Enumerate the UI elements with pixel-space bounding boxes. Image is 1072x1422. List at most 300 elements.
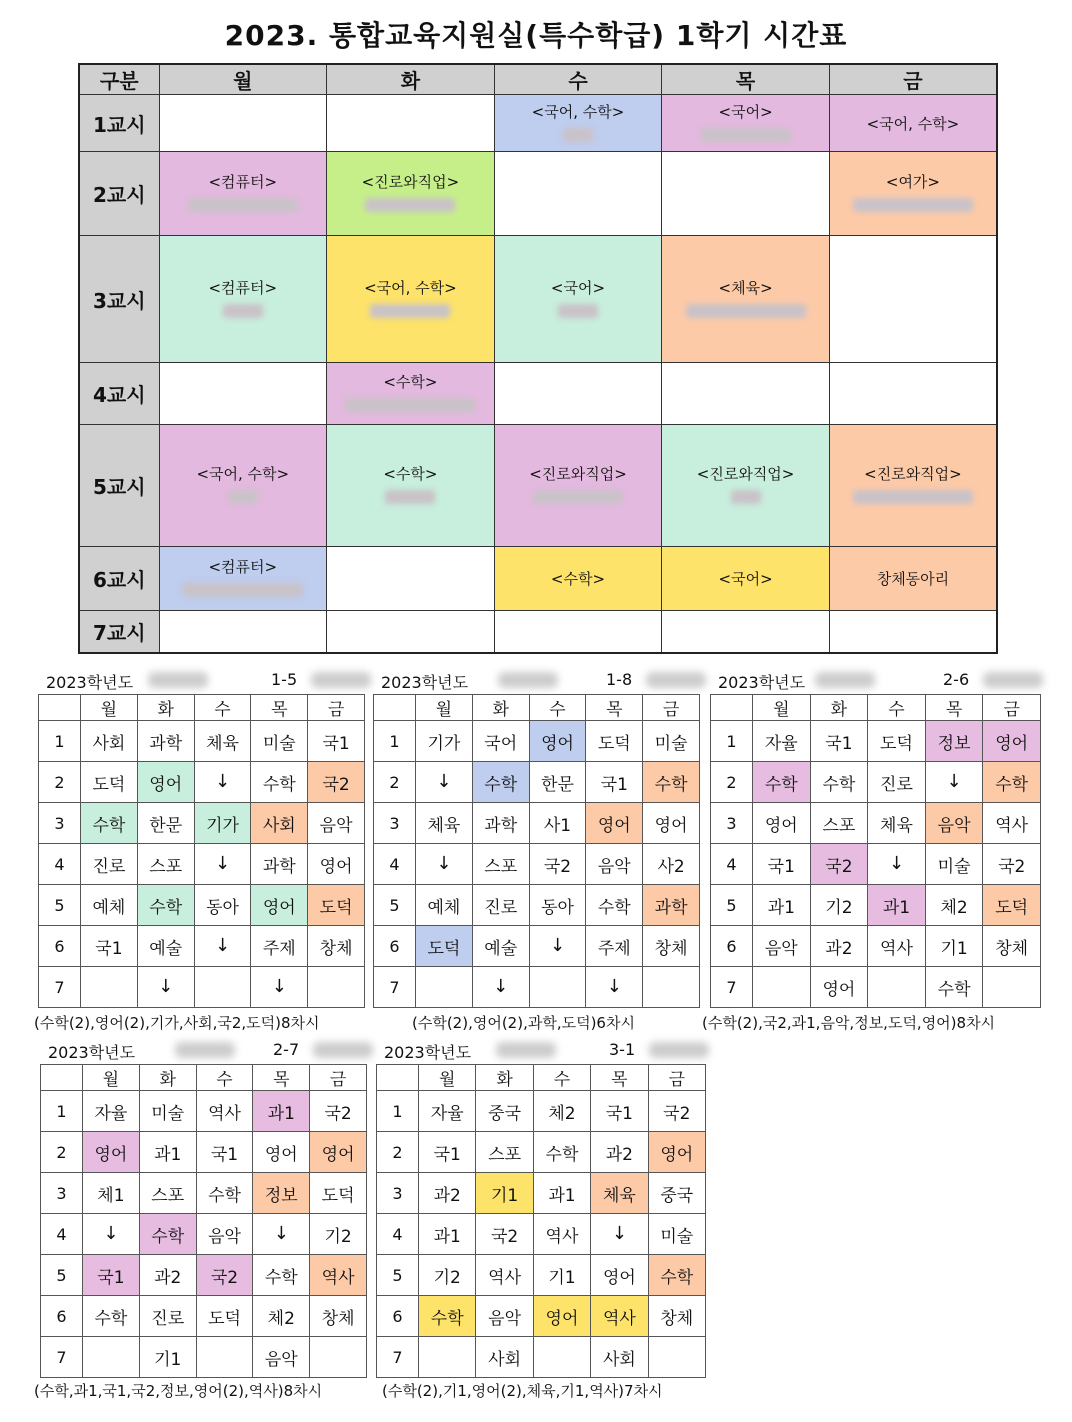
cell-text: 미술 <box>262 733 296 754</box>
subject-cell <box>810 926 868 967</box>
timetable-cell <box>494 425 662 547</box>
cell-text: 국1 <box>210 1144 239 1165</box>
arrow-down-icon: ↓ <box>214 771 231 792</box>
cell-text: 음악 <box>319 815 353 836</box>
subject-cell <box>81 885 138 926</box>
cell-text: 국1 <box>605 1103 633 1124</box>
subject-cell <box>868 926 926 967</box>
subject-cell <box>83 1337 140 1378</box>
subject-cell <box>416 926 473 967</box>
subject-cell <box>196 1091 253 1132</box>
cell-text: 수학 <box>151 1226 185 1247</box>
cell-text: 국2 <box>543 856 572 877</box>
timetable-cell <box>494 547 662 611</box>
subject-cell <box>586 885 643 926</box>
subject-cell <box>983 803 1041 844</box>
subject-cell <box>196 1132 253 1173</box>
cell-text: 과1 <box>548 1185 576 1206</box>
subject-cell <box>308 926 365 967</box>
subject-cell <box>533 1337 590 1378</box>
cell-text: 미술 <box>151 1103 185 1124</box>
cell-text: 수학 <box>764 774 798 795</box>
subject-cell <box>83 1255 140 1296</box>
subject-cell <box>416 803 473 844</box>
subject-cell <box>253 1091 310 1132</box>
subject-cell <box>137 844 194 885</box>
cell-text: 정보 <box>937 733 971 754</box>
cell-text: 7 <box>392 1347 403 1367</box>
cell-text: 국1 <box>97 1267 125 1288</box>
cell-text: 사회 <box>602 1349 636 1370</box>
cell-text: 진로 <box>151 1308 185 1329</box>
cell-text: 음악 <box>764 938 798 959</box>
subject-cell <box>753 967 811 1008</box>
subject-cell <box>196 1296 253 1337</box>
subject-cell <box>139 1255 196 1296</box>
subject-cell <box>416 721 473 762</box>
cell-text: 미술 <box>660 1226 694 1247</box>
subject-cell <box>308 803 365 844</box>
period-label: 6교시 <box>79 547 159 611</box>
arrow-down-icon: ↓ <box>273 1223 289 1244</box>
timetable-cell <box>494 363 662 425</box>
cell-text: 4 <box>56 1224 67 1244</box>
cell-text: 5 <box>56 1265 67 1285</box>
subject-cell <box>753 803 811 844</box>
period-number <box>711 803 753 844</box>
cell-text: 수학 <box>262 774 296 795</box>
day-header: 수 <box>868 695 926 721</box>
subject-cell <box>310 1337 367 1378</box>
subject-label: <국어, 수학> <box>364 278 457 297</box>
subject-cell <box>253 1173 310 1214</box>
period-number <box>374 721 416 762</box>
subject-label: <진로와직업> <box>361 173 460 191</box>
cell-text: 영어 <box>264 1144 298 1165</box>
timetable-cell <box>829 363 997 425</box>
cell-text: 예술 <box>149 938 183 959</box>
redacted-text <box>345 398 475 412</box>
cell-text: 2 <box>54 772 65 792</box>
subject-cell <box>925 926 983 967</box>
subject-cell <box>137 885 194 926</box>
corner-cell <box>711 695 753 721</box>
subject-cell <box>419 1296 476 1337</box>
cell-text: 영어 <box>597 815 631 836</box>
subject-cell <box>416 967 473 1008</box>
redacted-text <box>223 304 263 318</box>
class-number: 2-6 <box>943 670 970 689</box>
cell-text: 영어 <box>660 1144 694 1165</box>
cell-text: 7 <box>389 977 400 997</box>
subject-cell <box>533 1214 590 1255</box>
cell-text: 미술 <box>937 856 971 877</box>
subject-cell <box>529 967 586 1008</box>
cell-text: 중국 <box>660 1185 694 1206</box>
subject-cell <box>983 885 1041 926</box>
day-header: 금 <box>983 695 1041 721</box>
subject-label: <진로와직업> <box>696 465 795 483</box>
cell-text: 기1 <box>490 1185 519 1206</box>
subject-cell <box>419 1132 476 1173</box>
cell-text: 진로 <box>880 774 913 795</box>
subject-cell <box>81 721 138 762</box>
cell-text: 수학 <box>937 979 971 1000</box>
cell-text: 국1 <box>600 774 628 795</box>
subject-cell <box>472 885 529 926</box>
class-footer-summary: (수학(2),영어(2),과학,도덕)6차시 <box>412 1014 635 1032</box>
redacted-text <box>731 490 761 504</box>
period-number <box>377 1255 419 1296</box>
class-footer-summary: (수학(2),국2,과1,음악,정보,도덕,영어)8차시 <box>702 1014 996 1032</box>
cell-text: 수학 <box>208 1185 241 1206</box>
period-number <box>374 926 416 967</box>
subject-cell <box>81 803 138 844</box>
subject-cell <box>476 1337 533 1378</box>
day-header: 목 <box>251 695 308 721</box>
cell-text: 음악 <box>264 1349 298 1370</box>
subject-cell <box>308 762 365 803</box>
cell-text: 기2 <box>324 1226 352 1247</box>
header-day: 월 <box>159 64 327 95</box>
day-header: 월 <box>83 1065 140 1091</box>
cell-text: 수학 <box>94 1308 128 1329</box>
cell-text: 국2 <box>825 856 853 877</box>
subject-cell <box>586 967 643 1008</box>
subject-cell <box>648 1255 705 1296</box>
header-day: 금 <box>829 64 997 95</box>
subject-cell <box>810 803 868 844</box>
cell-text: 자율 <box>430 1103 464 1124</box>
cell-text: 과1 <box>154 1144 182 1165</box>
subject-label: <수학> <box>383 373 438 391</box>
cell-text: 자율 <box>94 1103 128 1124</box>
cell-text: 수학 <box>264 1267 298 1288</box>
subject-cell <box>83 1214 140 1255</box>
subject-cell <box>648 1132 705 1173</box>
cell-text: 음악 <box>208 1226 241 1247</box>
subject-cell <box>643 762 700 803</box>
redacted-text <box>649 1042 709 1058</box>
arrow-down-icon: ↓ <box>214 853 231 874</box>
cell-text: 한문 <box>541 774 574 795</box>
subject-cell <box>83 1091 140 1132</box>
school-year: 2023학년도 <box>718 673 806 692</box>
subject-cell <box>194 803 251 844</box>
cell-text: 음악 <box>937 815 971 836</box>
cell-text: 3 <box>389 813 400 833</box>
cell-text: 1 <box>389 731 400 751</box>
timetable-cell <box>159 547 327 611</box>
subject-cell <box>868 844 926 885</box>
cell-text: 과2 <box>154 1267 182 1288</box>
subject-cell <box>868 967 926 1008</box>
cell-text: 기가 <box>206 815 239 836</box>
arrow-down-icon: ↓ <box>493 976 509 997</box>
subject-cell <box>591 1337 648 1378</box>
corner-cell <box>41 1065 83 1091</box>
cell-text: 스포 <box>822 815 856 836</box>
corner-cell <box>39 695 81 721</box>
subject-cell <box>533 1255 590 1296</box>
class-timetable <box>38 668 365 1008</box>
timetable-cell <box>159 95 327 152</box>
subject-cell <box>925 885 983 926</box>
cell-text: 영어 <box>262 897 296 918</box>
subject-cell <box>753 721 811 762</box>
subject-cell <box>308 721 365 762</box>
cell-text: 2 <box>56 1142 67 1162</box>
cell-text: 국1 <box>767 856 795 877</box>
cell-text: 3 <box>56 1183 67 1203</box>
timetable-cell <box>327 152 495 236</box>
cell-text: 사2 <box>657 856 685 877</box>
subject-cell <box>196 1173 253 1214</box>
subject-label: <체육> <box>718 278 773 297</box>
period-number <box>377 1173 419 1214</box>
cell-text: 스포 <box>484 856 518 877</box>
cell-text: 음악 <box>488 1308 522 1329</box>
cell-text: 수학 <box>995 774 1029 795</box>
cell-text: 과학 <box>149 733 183 754</box>
cell-text: 과2 <box>605 1144 633 1165</box>
cell-text: 사회 <box>262 815 296 836</box>
day-header: 월 <box>81 695 138 721</box>
subject-cell <box>753 926 811 967</box>
class-timetable <box>373 668 700 1008</box>
subject-cell <box>308 885 365 926</box>
subject-cell <box>416 844 473 885</box>
period-number <box>41 1091 83 1132</box>
cell-text: 국2 <box>663 1103 691 1124</box>
subject-cell <box>753 762 811 803</box>
timetable-cell <box>327 95 495 152</box>
cell-text: 수학 <box>430 1308 464 1329</box>
cell-text: 5 <box>392 1265 403 1285</box>
subject-cell <box>648 1296 705 1337</box>
timetable-cell <box>494 236 662 363</box>
period-label: 7교시 <box>79 611 159 653</box>
subject-cell <box>476 1173 533 1214</box>
cell-text: 체1 <box>97 1185 125 1206</box>
timetable-cell <box>327 363 495 425</box>
class-timetable <box>710 668 1041 1008</box>
subject-cell <box>310 1132 367 1173</box>
subject-cell <box>983 926 1041 967</box>
subject-label: <국어> <box>718 102 773 121</box>
timetable-cell <box>829 611 997 653</box>
timetable-cell <box>327 611 495 653</box>
subject-cell <box>476 1132 533 1173</box>
subject-cell <box>533 1296 590 1337</box>
period-number <box>374 803 416 844</box>
subject-cell <box>251 885 308 926</box>
subject-cell <box>251 926 308 967</box>
subject-cell <box>753 885 811 926</box>
subject-label: <컴퓨터> <box>208 558 278 576</box>
subject-cell <box>648 1214 705 1255</box>
period-number <box>39 926 81 967</box>
period-number <box>41 1173 83 1214</box>
cell-text: 영어 <box>602 1267 636 1288</box>
arrow-down-icon: ↓ <box>549 935 566 956</box>
cell-text: 동아 <box>541 897 574 918</box>
period-number <box>377 1296 419 1337</box>
subject-cell <box>194 885 251 926</box>
period-number <box>39 844 81 885</box>
subject-label: <국어, 수학> <box>531 102 625 121</box>
subject-cell <box>419 1214 476 1255</box>
redacted-text <box>148 672 208 688</box>
timetable-cell <box>829 236 997 363</box>
subject-label: <컴퓨터> <box>208 173 278 191</box>
period-number <box>41 1214 83 1255</box>
redacted-text <box>365 198 455 212</box>
cell-text: 4 <box>389 854 400 874</box>
subject-cell <box>643 885 700 926</box>
cell-text: 음악 <box>597 856 631 877</box>
subject-cell <box>529 844 586 885</box>
cell-text: 국1 <box>95 938 123 959</box>
subject-label: <수학> <box>550 570 606 588</box>
cell-text: 과1 <box>267 1103 295 1124</box>
subject-cell <box>81 844 138 885</box>
subject-cell <box>529 721 586 762</box>
cell-text: 3 <box>392 1183 403 1203</box>
subject-cell <box>194 721 251 762</box>
subject-cell <box>194 967 251 1008</box>
subject-cell <box>472 926 529 967</box>
cell-text: 국1 <box>322 733 350 754</box>
subject-cell <box>310 1091 367 1132</box>
subject-cell <box>251 803 308 844</box>
subject-cell <box>81 762 138 803</box>
subject-cell <box>591 1132 648 1173</box>
subject-label: <진로와직업> <box>529 465 627 483</box>
subject-cell <box>591 1091 648 1132</box>
cell-text: 수학 <box>654 774 688 795</box>
subject-cell <box>419 1255 476 1296</box>
cell-text: 도덕 <box>319 897 353 918</box>
subject-cell <box>529 926 586 967</box>
subject-cell <box>137 762 194 803</box>
subject-label: <컴퓨터> <box>208 278 278 297</box>
cell-text: 스포 <box>149 856 183 877</box>
day-header: 목 <box>586 695 643 721</box>
redacted-text <box>188 198 298 212</box>
period-number <box>39 967 81 1008</box>
subject-cell <box>472 967 529 1008</box>
subject-cell <box>586 762 643 803</box>
period-number <box>39 721 81 762</box>
subject-cell <box>251 967 308 1008</box>
redacted-text <box>313 1042 373 1058</box>
subject-cell <box>253 1255 310 1296</box>
period-number <box>374 885 416 926</box>
subject-cell <box>648 1091 705 1132</box>
subject-cell <box>529 885 586 926</box>
school-year: 2023학년도 <box>384 1043 472 1062</box>
cell-text: 사회 <box>488 1349 522 1370</box>
cell-text: 주제 <box>597 938 631 959</box>
subject-cell <box>648 1337 705 1378</box>
cell-text: 과2 <box>825 938 853 959</box>
cell-text: 7 <box>726 977 737 997</box>
cell-text: 5 <box>726 895 737 915</box>
redacted-text <box>370 304 450 318</box>
period-number <box>41 1255 83 1296</box>
cell-text: 4 <box>726 854 737 874</box>
header-day: 수 <box>494 64 662 95</box>
day-header: 금 <box>308 695 365 721</box>
period-label: 1교시 <box>79 95 159 152</box>
subject-cell <box>810 967 868 1008</box>
redacted-text <box>701 128 791 142</box>
subject-cell <box>868 762 926 803</box>
subject-cell <box>139 1337 196 1378</box>
subject-cell <box>194 762 251 803</box>
timetable-cell <box>829 95 997 152</box>
period-number <box>39 885 81 926</box>
class-timetable <box>40 1038 367 1378</box>
period-number <box>711 762 753 803</box>
subject-cell <box>310 1173 367 1214</box>
cell-text: 도덕 <box>208 1308 241 1329</box>
subject-cell <box>253 1337 310 1378</box>
subject-cell <box>925 967 983 1008</box>
cell-text: 국2 <box>324 1103 352 1124</box>
subject-cell <box>139 1091 196 1132</box>
subject-cell <box>196 1337 253 1378</box>
redacted-text <box>853 198 973 212</box>
cell-text: 과2 <box>433 1185 461 1206</box>
arrow-down-icon: ↓ <box>103 1223 119 1244</box>
subject-cell <box>533 1132 590 1173</box>
period-number <box>711 721 753 762</box>
timetable-cell <box>159 152 327 236</box>
redacted-text <box>563 128 593 142</box>
period-label: 5교시 <box>79 425 159 547</box>
subject-cell <box>137 967 194 1008</box>
subject-label: <여가> <box>885 173 940 191</box>
cell-text: 체육 <box>206 733 239 754</box>
cell-text: 국2 <box>998 856 1026 877</box>
cell-text: 기2 <box>825 897 853 918</box>
school-year: 2023학년도 <box>381 673 469 692</box>
period-number <box>711 885 753 926</box>
day-header: 금 <box>648 1065 705 1091</box>
cell-text: 4 <box>392 1224 403 1244</box>
page-title: 2023. 통합교육지원실(특수학급) 1학기 시간표 <box>224 19 848 52</box>
cell-text: 수학 <box>149 897 183 918</box>
period-number <box>711 926 753 967</box>
arrow-down-icon: ↓ <box>436 771 452 792</box>
timetable-cell <box>662 425 830 547</box>
day-header: 화 <box>810 695 868 721</box>
redacted-text <box>686 304 806 318</box>
subject-cell <box>591 1296 648 1337</box>
cell-text: 2 <box>389 772 400 792</box>
cell-text: 국1 <box>433 1144 461 1165</box>
subject-cell <box>925 844 983 885</box>
subject-cell <box>643 967 700 1008</box>
arrow-down-icon: ↓ <box>436 853 452 874</box>
redacted-text <box>385 490 435 504</box>
school-year: 2023학년도 <box>48 1043 136 1062</box>
redacted-text <box>311 672 371 688</box>
subject-cell <box>83 1296 140 1337</box>
subject-cell <box>308 844 365 885</box>
